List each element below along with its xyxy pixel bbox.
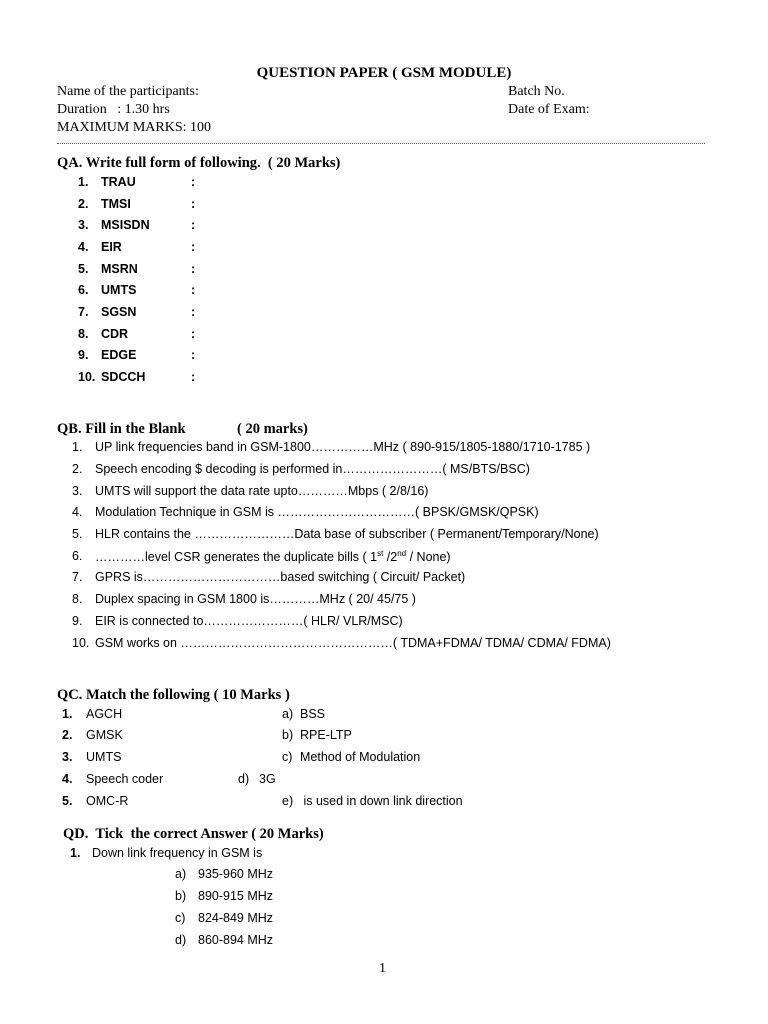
qb-item-text: Duplex spacing in GSM 1800 is…………MHz ( 20/ 45/75 )	[95, 592, 416, 606]
qa-item-term: EDGE	[101, 348, 137, 362]
qb-item-number: 4.	[72, 505, 83, 519]
qa-item-colon: :	[191, 348, 196, 362]
qa-item-number: 9.	[78, 348, 89, 362]
qc-right-letter: e)	[282, 794, 294, 808]
qc-right-text: 3G	[259, 772, 276, 786]
qb-item-number: 3.	[72, 484, 83, 498]
qd-question-number: 1.	[70, 846, 81, 860]
qa-item-number: 5.	[78, 262, 89, 276]
qb-item-number: 7.	[72, 570, 83, 584]
qb-item-text: UMTS will support the data rate upto…………Mbps ( 2/8/16)	[95, 484, 429, 498]
qc-heading: QC. Match the following ( 10 Marks )	[57, 687, 290, 703]
superscript-nd: nd	[397, 549, 407, 558]
qc-left-number: 4.	[62, 772, 73, 786]
qa-item-colon: :	[191, 218, 196, 232]
qd-option-letter: d)	[175, 933, 187, 947]
batch-label: Batch No.	[508, 84, 565, 99]
qc-right-letter: c)	[282, 750, 293, 764]
qa-item-colon: :	[191, 175, 196, 189]
qa-item-number: 6.	[78, 283, 89, 297]
qb-item-number: 8.	[72, 592, 83, 606]
qb-item-text-part: / None)	[406, 550, 451, 565]
qc-right-text: Method of Modulation	[300, 750, 421, 764]
qd-option-text[interactable]: 935-960 MHz	[198, 867, 274, 881]
header-divider	[57, 143, 705, 144]
qa-item-colon: :	[191, 305, 196, 319]
qb-item-text: EIR is connected to……………………( HLR/ VLR/MSC)	[95, 614, 403, 628]
qb-item-number: 9.	[72, 614, 83, 628]
qc-left-text: Speech coder	[86, 772, 164, 786]
qb-heading-marks: ( 20 marks)	[237, 421, 308, 437]
qa-item-term: CDR	[101, 327, 129, 341]
qa-item-term: TRAU	[101, 175, 136, 189]
qa-item-colon: :	[191, 197, 196, 211]
qa-item-number: 8.	[78, 327, 89, 341]
qd-option-text[interactable]: 890-915 MHz	[198, 889, 274, 903]
qc-left-text: OMC-R	[86, 794, 129, 808]
qa-item-colon: :	[191, 327, 196, 341]
qa-item-term: SGSN	[101, 305, 137, 319]
qd-heading: QD. Tick the correct Answer ( 20 Marks)	[63, 826, 324, 842]
qc-left-text: UMTS	[86, 750, 122, 764]
participants-label: Name of the participants:	[57, 84, 199, 99]
qb-item-text: GSM works on ……………………………………………( TDMA+FDMA/ TDMA/ CDMA/ FDMA)	[95, 636, 611, 650]
qc-left-number: 1.	[62, 707, 73, 721]
qd-option-text[interactable]: 860-894 MHz	[198, 933, 274, 947]
qc-left-number: 2.	[62, 728, 73, 742]
qb-item-text: Modulation Technique in GSM is ……………………………( BPSK/GMSK/QPSK)	[95, 505, 539, 519]
max-marks-label: MAXIMUM MARKS: 100	[57, 120, 212, 135]
qa-item-term: TMSI	[101, 197, 131, 211]
qa-item-term: EIR	[101, 240, 122, 254]
qb-item-number: 1.	[72, 440, 83, 454]
qc-left-number: 5.	[62, 794, 73, 808]
qa-item-colon: :	[191, 370, 196, 384]
page-number: 1	[379, 961, 386, 976]
qb-heading: QB. Fill in the Blank	[57, 421, 186, 437]
qb-item-text: Speech encoding $ decoding is performed in……………………( MS/BTS/BSC)	[95, 462, 530, 476]
qc-left-text: AGCH	[86, 707, 123, 721]
qc-right-text: BSS	[300, 707, 326, 721]
qc-left-text: GMSK	[86, 728, 123, 742]
qa-heading: QA. Write full form of following. ( 20 Marks)	[57, 155, 341, 171]
qd-option-letter: b)	[175, 889, 187, 903]
qa-item-number: 1.	[78, 175, 89, 189]
qa-item-number: 10.	[78, 370, 96, 384]
exam-date-label: Date of Exam:	[508, 102, 590, 117]
qa-item-number: 4.	[78, 240, 89, 254]
qd-option-text[interactable]: 824-849 MHz	[198, 911, 274, 925]
qb-item-text: HLR contains the ……………………Data base of subscriber ( Permanent/Temporary/None)	[95, 527, 599, 541]
qb-item-text-part: …………level CSR generates the duplicate bills ( 1	[95, 550, 378, 565]
qa-item-colon: :	[191, 283, 196, 297]
qa-item-term: SDCCH	[101, 370, 146, 384]
qb-item-text: UP link frequencies band in GSM-1800……………MHz ( 890-915/1805-1880/1710-1785 )	[95, 440, 591, 454]
qb-item-number: 2.	[72, 462, 83, 476]
qa-item-number: 2.	[78, 197, 89, 211]
qb-item-number: 6.	[72, 549, 83, 563]
qa-item-colon: :	[191, 262, 196, 276]
qb-item-text	[95, 549, 451, 564]
qb-item-text: GPRS is……………………………based switching ( Circuit/ Packet)	[95, 570, 466, 584]
qc-right-letter: a)	[282, 707, 294, 721]
qd-option-letter: a)	[175, 867, 187, 881]
qa-item-term: MSRN	[101, 262, 138, 276]
qc-right-text: is used in down link direction	[300, 794, 463, 808]
qb-item-number: 5.	[72, 527, 83, 541]
qc-right-letter: b)	[282, 728, 294, 742]
qa-item-term: MSISDN	[101, 218, 150, 232]
superscript-st: st	[377, 549, 384, 558]
qa-item-colon: :	[191, 240, 196, 254]
qb-item-number: 10.	[72, 636, 90, 650]
qd-option-letter: c)	[175, 911, 186, 925]
qa-item-number: 3.	[78, 218, 89, 232]
qa-item-number: 7.	[78, 305, 89, 319]
qc-right-letter: d)	[238, 772, 250, 786]
duration-label: Duration : 1.30 hrs	[57, 102, 170, 117]
qc-left-number: 3.	[62, 750, 73, 764]
qb-item-text-part: /2	[383, 550, 398, 565]
page-title: QUESTION PAPER ( GSM MODULE)	[256, 65, 512, 81]
qc-right-text: RPE-LTP	[300, 728, 352, 742]
qd-question-text: Down link frequency in GSM is	[92, 846, 263, 860]
qa-item-term: UMTS	[101, 283, 137, 297]
